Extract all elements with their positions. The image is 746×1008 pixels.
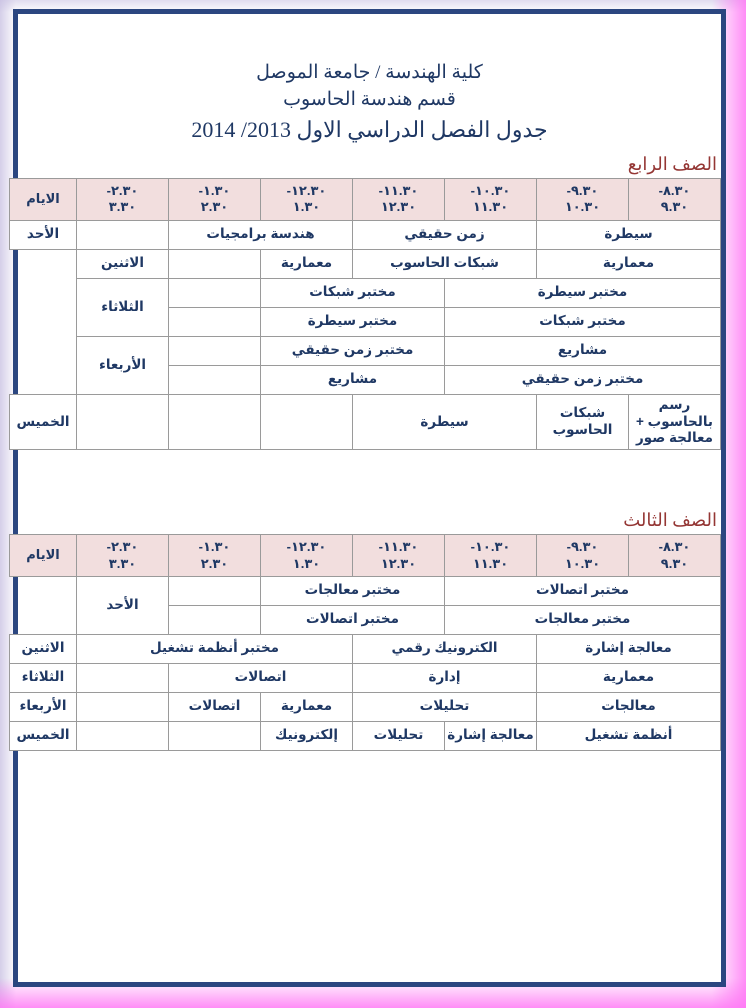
time-bottom: ١١.٣٠ xyxy=(472,199,509,215)
course-cell: الكترونيك رقمي xyxy=(353,634,537,663)
time-top: ٩.٣٠- xyxy=(566,539,599,555)
time-bottom: ٢.٣٠ xyxy=(200,199,229,215)
course-cell: سيطرة xyxy=(537,220,721,249)
course-cell: أنظمة تشغيل xyxy=(537,721,721,750)
empty-cell xyxy=(169,278,261,307)
semester-line: جدول الفصل الدراسي الاول 2013/ 2014 xyxy=(191,116,548,142)
empty-cell xyxy=(169,307,261,336)
course-cell: مختبر أنظمة تشغيل xyxy=(77,634,353,663)
course-cell: مختبر شبكات xyxy=(261,278,445,307)
course-cell: مختبر زمن حقيقي xyxy=(445,365,721,394)
course-cell: مختبر معالجات xyxy=(445,605,721,634)
time-bottom: ٢.٣٠ xyxy=(200,555,229,571)
course-cell: رسم بالحاسوب + معالجة صور xyxy=(629,394,721,450)
empty-cell xyxy=(77,721,169,750)
course-cell: مختبر شبكات xyxy=(445,307,721,336)
course-cell: تحليلات xyxy=(353,721,445,750)
time-top: ١٢.٣٠- xyxy=(286,183,327,199)
time-bottom: ١١.٣٠ xyxy=(472,555,509,571)
empty-cell xyxy=(169,605,261,634)
table-row xyxy=(10,634,721,663)
course-cell: مشاريع xyxy=(445,336,721,365)
schedule-table-2 xyxy=(9,534,721,751)
time-header-5 xyxy=(261,535,353,577)
time-header-7 xyxy=(77,179,169,221)
course-cell: معمارية xyxy=(537,249,721,278)
course-cell: مختبر سيطرة xyxy=(445,278,721,307)
time-header-6 xyxy=(169,535,261,577)
course-cell: معالجات xyxy=(537,692,721,721)
time-top: ٨.٣٠- xyxy=(658,539,691,555)
course-cell: تحليلات xyxy=(353,692,537,721)
empty-cell xyxy=(77,663,169,692)
table-row xyxy=(10,576,721,605)
time-header-7 xyxy=(77,535,169,577)
course-cell: مختبر معالجات xyxy=(261,576,445,605)
day-cell: الأربعاء xyxy=(10,692,77,721)
empty-cell xyxy=(169,576,261,605)
time-bottom: ٩.٣٠ xyxy=(660,555,689,571)
empty-cell xyxy=(169,336,261,365)
time-top: ١.٣٠- xyxy=(198,183,231,199)
course-cell: اتصالات xyxy=(169,692,261,721)
day-cell: الأحد xyxy=(77,576,169,634)
time-bottom: ١.٣٠ xyxy=(292,199,321,215)
class-label-2: الصف الثالث xyxy=(623,510,717,531)
course-cell: مختبر زمن حقيقي xyxy=(261,336,445,365)
course-cell: مختبر اتصالات xyxy=(261,605,445,634)
time-top: ١٢.٣٠- xyxy=(286,539,327,555)
document-sheet xyxy=(18,14,721,982)
time-header-6 xyxy=(169,179,261,221)
course-cell: معمارية xyxy=(537,663,721,692)
day-cell: الثلاثاء xyxy=(77,278,169,336)
time-header-5 xyxy=(261,179,353,221)
time-bottom: ٣.٣٠ xyxy=(108,555,137,571)
day-cell: الأربعاء xyxy=(77,336,169,394)
course-cell: سيطرة xyxy=(353,394,537,450)
table-row xyxy=(10,249,721,278)
table-row xyxy=(10,663,721,692)
empty-cell xyxy=(169,249,261,278)
time-bottom: ١٢.٣٠ xyxy=(380,555,417,571)
time-header-1 xyxy=(629,535,721,577)
table-row xyxy=(10,721,721,750)
course-cell: مختبر اتصالات xyxy=(445,576,721,605)
time-header-4 xyxy=(353,535,445,577)
day-cell: الأحد xyxy=(10,220,77,249)
time-header-2 xyxy=(537,179,629,221)
day-cell: الثلاثاء xyxy=(10,663,77,692)
course-cell: هندسة برامجيات xyxy=(169,220,353,249)
course-cell: معمارية xyxy=(261,692,353,721)
course-cell: معالجة إشارة xyxy=(445,721,537,750)
day-cell: الخميس xyxy=(10,721,77,750)
document-title-block xyxy=(18,60,721,145)
class-label-1: الصف الرابع xyxy=(627,154,717,175)
faculty-line: كلية الهندسة / جامعة الموصل xyxy=(256,62,483,83)
time-bottom: ١٠.٣٠ xyxy=(564,555,601,571)
time-top: ٨.٣٠- xyxy=(658,183,691,199)
time-bottom: ١.٣٠ xyxy=(292,555,321,571)
time-header-4 xyxy=(353,179,445,221)
course-cell: شبكات الحاسوب xyxy=(353,249,537,278)
time-bottom: ٩.٣٠ xyxy=(660,199,689,215)
empty-cell xyxy=(77,692,169,721)
time-top: ١٠.٣٠- xyxy=(470,183,511,199)
course-cell: زمن حقيقي xyxy=(353,220,537,249)
time-top: ٩.٣٠- xyxy=(566,183,599,199)
time-top: ٢.٣٠- xyxy=(106,183,139,199)
schedules-container xyxy=(18,154,721,751)
course-cell: مشاريع xyxy=(261,365,445,394)
day-cell: الاثنين xyxy=(10,634,77,663)
days-header: الايام xyxy=(10,535,77,577)
course-cell: معمارية xyxy=(261,249,353,278)
day-cell: الخميس xyxy=(10,394,77,450)
department-line: قسم هندسة الحاسوب xyxy=(283,88,456,110)
empty-cell xyxy=(169,365,261,394)
time-top: ١.٣٠- xyxy=(198,539,231,555)
time-header-3 xyxy=(445,179,537,221)
schedule-table-1 xyxy=(9,178,721,450)
time-bottom: ٣.٣٠ xyxy=(108,199,137,215)
time-bottom: ١٠.٣٠ xyxy=(564,199,601,215)
course-cell: معالجة إشارة xyxy=(537,634,721,663)
time-top: ١٠.٣٠- xyxy=(470,539,511,555)
day-cell: الاثنين xyxy=(77,249,169,278)
days-header: الايام xyxy=(10,179,77,221)
course-cell: اتصالات xyxy=(169,663,353,692)
course-cell: إدارة xyxy=(353,663,537,692)
time-header-1 xyxy=(629,179,721,221)
table-row xyxy=(10,692,721,721)
time-top: ٢.٣٠- xyxy=(106,539,139,555)
table-row xyxy=(10,220,721,249)
table-row xyxy=(10,336,721,365)
course-cell: مختبر سيطرة xyxy=(261,307,445,336)
time-header-2 xyxy=(537,535,629,577)
empty-cell xyxy=(261,394,353,450)
course-cell: إلكترونيك xyxy=(261,721,353,750)
time-header-3 xyxy=(445,535,537,577)
time-bottom: ١٢.٣٠ xyxy=(380,199,417,215)
time-top: ١١.٣٠- xyxy=(378,539,419,555)
empty-cell xyxy=(77,220,169,249)
empty-cell xyxy=(169,721,261,750)
table-spacer xyxy=(18,450,721,510)
table-row xyxy=(10,394,721,450)
empty-cell xyxy=(169,394,261,450)
empty-cell xyxy=(77,394,169,450)
course-cell: شبكات الحاسوب xyxy=(537,394,629,450)
time-top: ١١.٣٠- xyxy=(378,183,419,199)
table-row xyxy=(10,278,721,307)
